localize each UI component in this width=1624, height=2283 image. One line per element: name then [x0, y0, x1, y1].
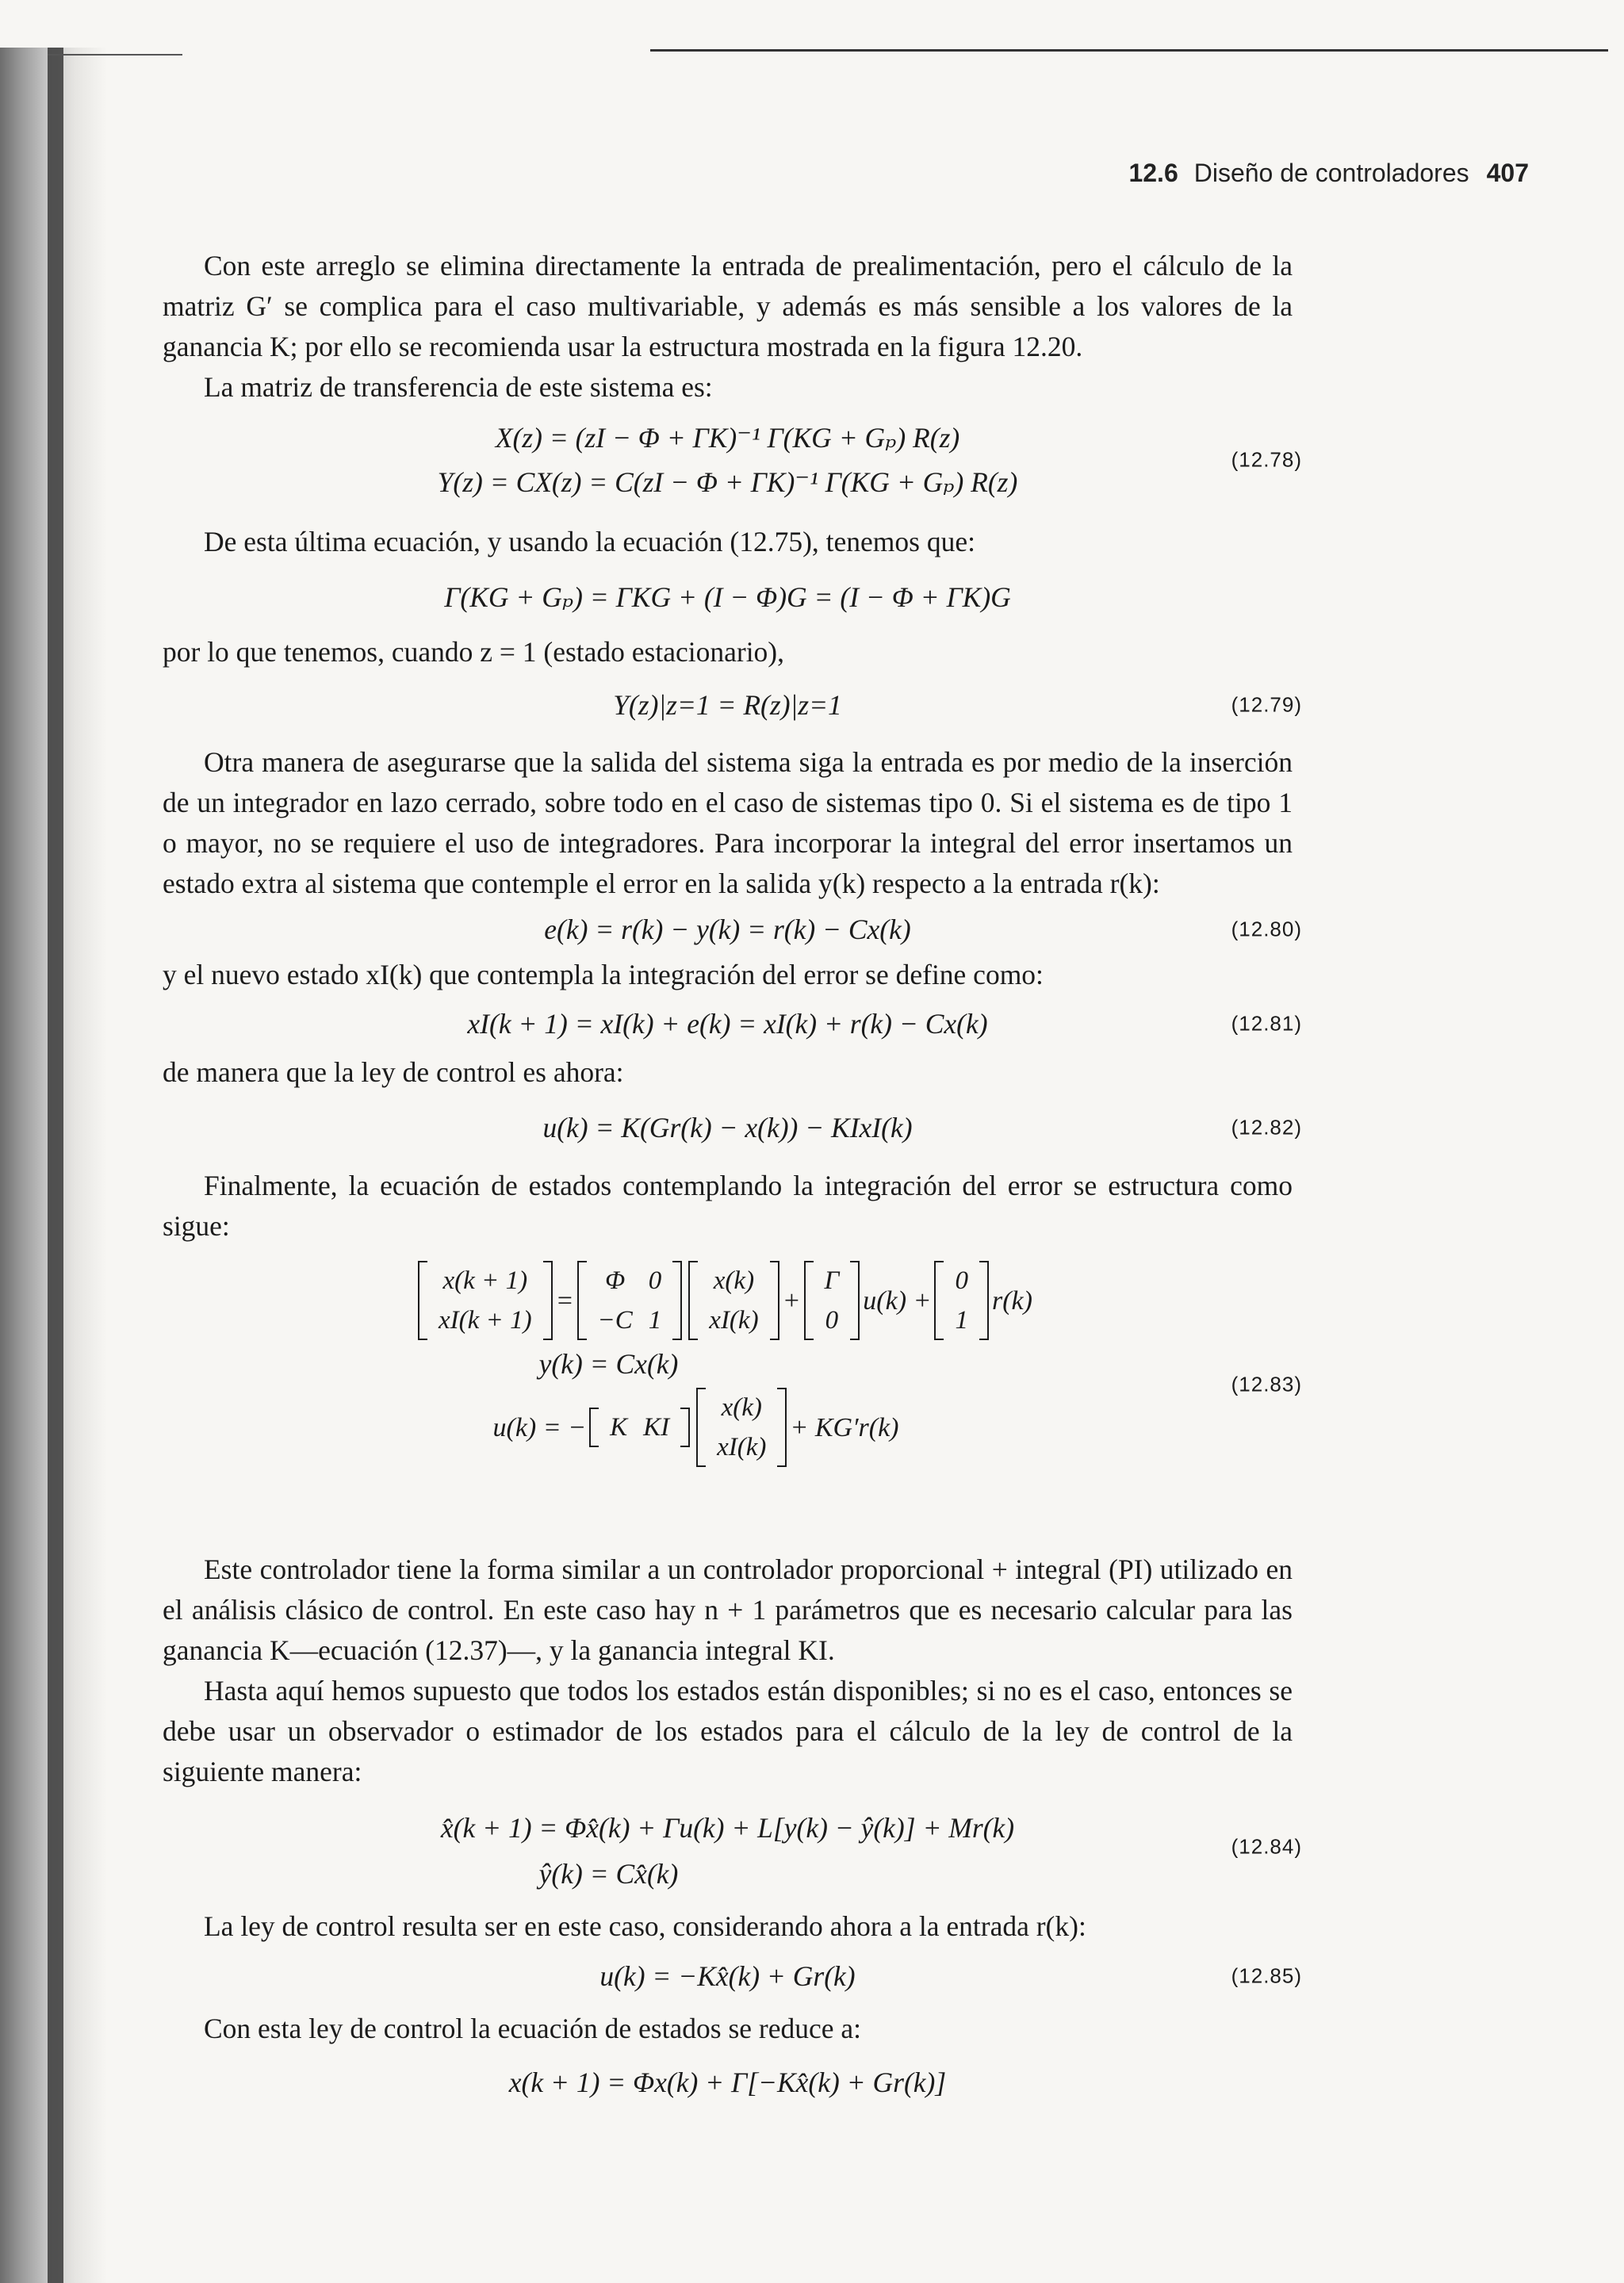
paragraph: La ley de control resulta ser en este caso, considerando ahora a la entrada r(k):: [204, 1910, 1086, 1942]
matrix-cell: x(k): [721, 1393, 762, 1422]
matrix-cell: −C: [597, 1306, 633, 1335]
paragraph: Con esta ley de control la ecuación de estados se reduce a:: [204, 2013, 861, 2044]
equation-line: e(k) = r(k) − y(k) = r(k) − Cx(k): [544, 914, 911, 945]
paragraph: y el nuevo estado xI(k) que contempla la integración del error se define como:: [163, 959, 1044, 990]
paragraph: de manera que la ley de control es ahora:: [163, 1056, 624, 1088]
equation-12-81: [163, 995, 1302, 1052]
matrix-a: [577, 1261, 683, 1340]
control-law-lhs: u(k) = −: [492, 1412, 587, 1442]
equation-12-82: [163, 1093, 1302, 1163]
equation-number: (12.82): [1231, 1115, 1302, 1140]
equation-12-83: [163, 1247, 1302, 1534]
matrix-cell: Φ: [605, 1266, 626, 1295]
equals-sign: =: [555, 1285, 574, 1316]
page-body: [163, 246, 1302, 2116]
equation-line: xI(k + 1) = xI(k) + e(k) = xI(k) + r(k) − Cx(k): [467, 1008, 988, 1040]
equation-line: x̂(k + 1) = Φx̂(k) + Γu(k) + L[y(k) − ŷ(k)] + Mr(k): [440, 1812, 1015, 1844]
plus-sign: +: [782, 1285, 801, 1316]
input-term: u(k) +: [863, 1285, 932, 1316]
matrix-cell: K: [610, 1413, 628, 1442]
paragraph: De esta última ecuación, y usando la ecuación (12.75), tenemos que:: [204, 526, 975, 557]
section-number: 12.6: [1128, 159, 1178, 187]
equation-line: u(k) = K(Gr(k) − x(k)) − KIxI(k): [542, 1112, 913, 1143]
control-law-row: [99, 1388, 1293, 1467]
equation-number: (12.85): [1231, 1963, 1302, 1988]
equation-number: (12.81): [1231, 1011, 1302, 1036]
equation-number: (12.80): [1231, 917, 1302, 941]
equation-line: Y(z)|z=1 = R(z)|z=1: [613, 689, 842, 721]
matrix-cell: x(k + 1): [442, 1266, 528, 1295]
equation-12-80: [163, 904, 1302, 955]
matrix-cell: 1: [648, 1306, 662, 1335]
paragraph: Este controlador tiene la forma similar a un controlador proporcional + integral (PI) utilizado en el análisis clásico de control. En este caso hay n + 1 parámetros que es necesario calcular para las ganancia K—ecuación (12.37)—, y la ganancia integral KI.: [163, 1553, 1293, 1666]
scan-binding-edge: [48, 48, 63, 2283]
equation-unnumbered: [163, 562, 1293, 632]
matrix-b: [804, 1261, 860, 1340]
page-number: 407: [1486, 159, 1529, 187]
paragraph: por lo que tenemos, cuando z = 1 (estado estacionario),: [163, 636, 784, 668]
running-header: [1128, 159, 1529, 198]
equation-line: ŷ(k) = Cx̂(k): [538, 1858, 679, 1890]
equation-line: Γ(KG + Gₚ) = ΓKG + (I − Φ)G = (I − Φ + ΓK)G: [444, 581, 1011, 613]
state-equation-row: [155, 1261, 1293, 1340]
matrix-cell: 0: [648, 1266, 662, 1295]
matrix-cell: xI(k): [717, 1433, 767, 1461]
equation-unnumbered: [163, 2049, 1293, 2116]
matrix-lhs: [418, 1261, 553, 1340]
equation-number: (12.83): [1231, 1372, 1302, 1396]
paragraph: Finalmente, la ecuación de estados contemplando la integración del error se estructura como sigue:: [163, 1170, 1293, 1242]
paragraph: Otra manera de asegurarse que la salida del sistema siga la entrada es por medio de la inserción de un integrador en lazo cerrado, sobre todo en el caso de sistemas tipo 0. Si el sistema es de tipo 1 o mayor, no se requiere el uso de integradores. Para incorporar la integral del error insertamos un estado extra al sistema que contemple el error en la salida y(k) respecto a la entrada r(k):: [163, 746, 1293, 899]
paragraph: La matriz de transferencia de este sistema es:: [204, 371, 713, 403]
equation-line: X(z) = (zI − Φ + ΓK)⁻¹ Γ(KG + Gₚ) R(z): [495, 422, 960, 454]
matrix-r: [934, 1261, 989, 1340]
matrix-cell: Γ: [824, 1266, 840, 1295]
top-rule: [650, 49, 1608, 52]
output-equation: y(k) = Cx(k): [538, 1348, 679, 1380]
matrix-cell: xI(k): [709, 1306, 759, 1335]
matrix-cell: 0: [825, 1306, 839, 1335]
matrix-cell: KI: [643, 1413, 670, 1442]
top-rule-left: [48, 54, 182, 56]
paragraph: Con este arreglo se elimina directamente la entrada de prealimentación, pero el cálculo de la matriz G′ se complica para el caso multivariable, y además es más sensible a los valores de la ganancia K; por ello se recomienda usar la estructura mostrada en la figura 12.20.: [163, 250, 1293, 362]
matrix-cell: x(k): [713, 1266, 755, 1295]
matrix-state: [696, 1388, 787, 1467]
equation-12-79: [163, 672, 1302, 737]
matrix-state: [688, 1261, 779, 1340]
equation-12-84: [163, 1792, 1302, 1902]
paragraph: Hasta aquí hemos supuesto que todos los estados están disponibles; si no es el caso, entonces se debe usar un observador o estimador de los estados para el cálculo de la ley de control de la siguiente manera:: [163, 1675, 1293, 1787]
matrix-gain: [589, 1408, 690, 1447]
equation-12-85: [163, 1947, 1302, 2005]
matrix-cell: 0: [955, 1266, 968, 1295]
equation-number: (12.79): [1231, 692, 1302, 717]
matrix-cell: xI(k + 1): [439, 1306, 532, 1335]
equation-line: Y(z) = CX(z) = C(zI − Φ + ΓK)⁻¹ Γ(KG + Gₚ) R(z): [437, 466, 1018, 498]
section-title: Diseño de controladores: [1193, 159, 1469, 187]
feedforward-term: + KG′r(k): [790, 1412, 899, 1442]
equation-12-78: [163, 412, 1302, 508]
matrix-cell: 1: [955, 1306, 968, 1335]
reference-term: r(k): [991, 1285, 1032, 1316]
equation-line: u(k) = −Kx̂(k) + Gr(k): [599, 1960, 856, 1992]
equation-line: x(k + 1) = Φx(k) + Γ[−Kx̂(k) + Gr(k)]: [508, 2067, 947, 2098]
equation-number: (12.78): [1231, 447, 1302, 472]
equation-number: (12.84): [1231, 1834, 1302, 1859]
